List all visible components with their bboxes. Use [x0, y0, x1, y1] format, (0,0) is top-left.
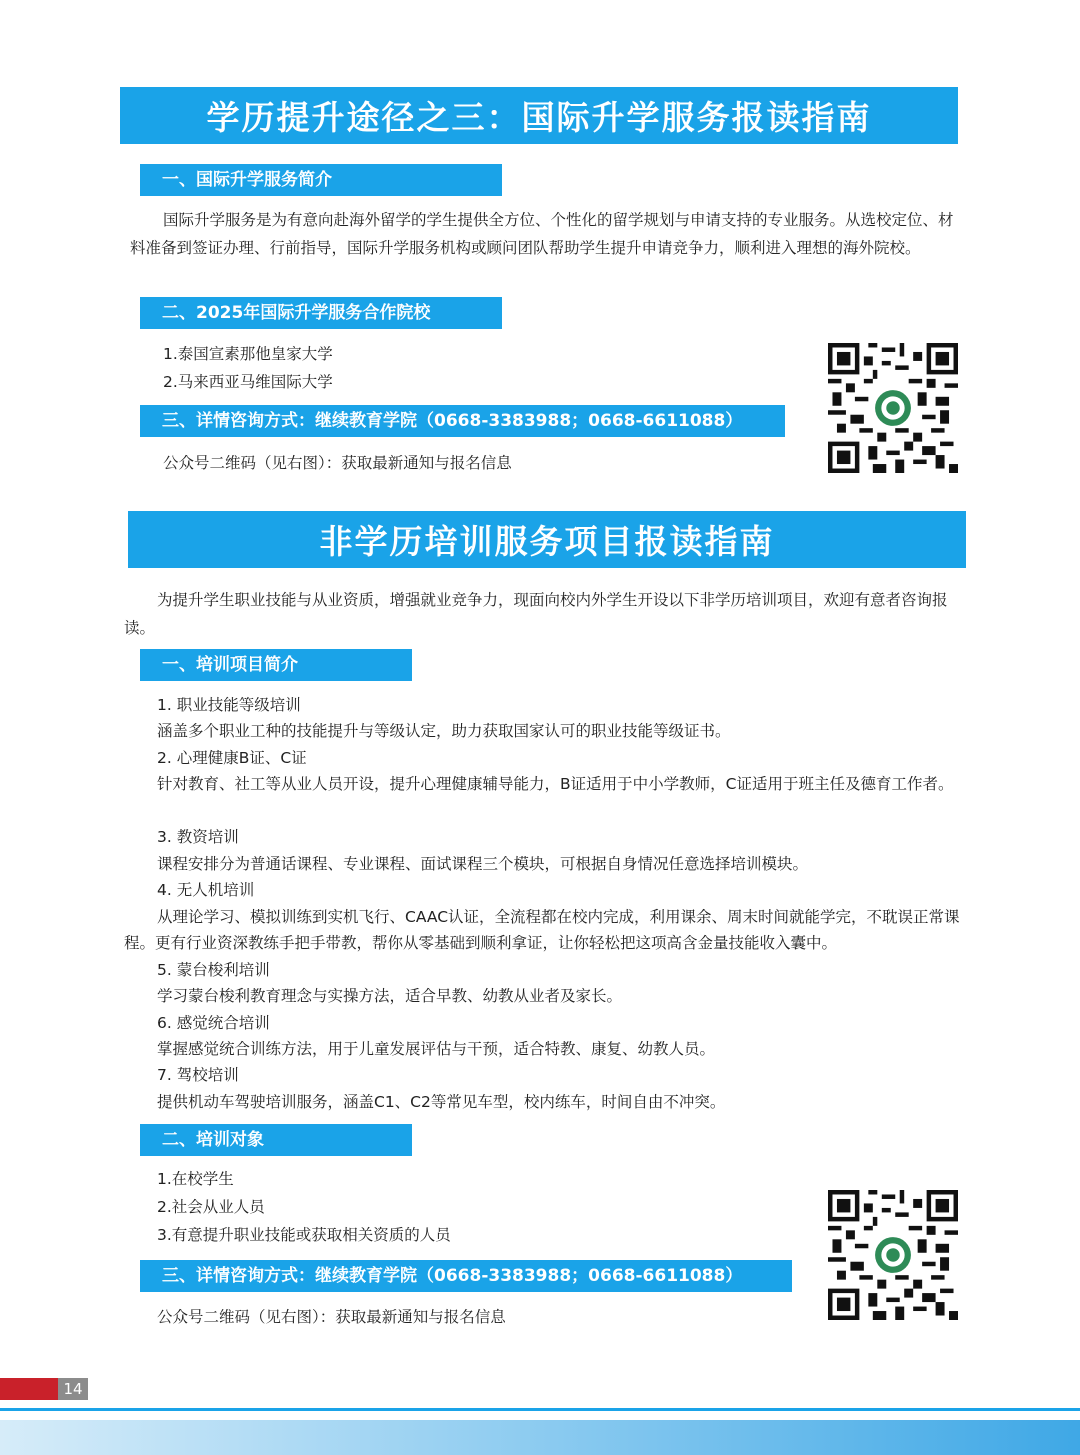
page-number: 14	[58, 1378, 88, 1400]
section2-contact-heading: 三、详情咨询方式：继续教育学院（0668-3383988；0668-6611088）	[140, 1260, 792, 1292]
project-title: 5. 蒙台梭利培训	[157, 961, 270, 979]
wechat-qr-code-icon	[828, 1190, 958, 1320]
audience-item: 1.在校学生	[157, 1170, 234, 1188]
footer-band	[0, 1420, 1080, 1455]
wechat-qr-code-icon	[828, 343, 958, 473]
audience-item: 3.有意提升职业技能或获取相关资质的人员	[157, 1226, 451, 1244]
project-title: 4. 无人机培训	[157, 881, 255, 899]
section2-intro-text: 为提升学生职业技能与从业资质，增强就业竞争力，现面向校内外学生开设以下非学历培训项目，欢迎有意者咨询报读。	[124, 591, 948, 637]
partner-item: 2.马来西亚马维国际大学	[163, 373, 333, 391]
section2-projects-heading: 一、培训项目简介	[140, 649, 412, 681]
project-title: 3. 教资培训	[157, 828, 239, 846]
section2-qr-note: 公众号二维码（见右图）：获取最新通知与报名信息	[157, 1308, 506, 1326]
project-desc: 学习蒙台梭利教育理念与实操方法，适合早教、幼教从业者及家长。	[157, 987, 623, 1005]
section1-contact-heading: 三、详情咨询方式：继续教育学院（0668-3383988；0668-6611088）	[140, 405, 785, 437]
project-desc: 针对教育、社工等从业人员开设，提升心理健康辅导能力，B证适用于中小学教师，C证适用于班主任及德育工作者。	[157, 775, 954, 793]
project-desc: 课程安排分为普通话课程、专业课程、面试课程三个模块，可根据自身情况任意选择培训模块。	[157, 855, 809, 873]
project-desc: 掌握感觉统合训练方法，用于儿童发展评估与干预，适合特教、康复、幼教人员。	[157, 1040, 716, 1058]
project-title: 6. 感觉统合培训	[157, 1014, 270, 1032]
project-desc: 提供机动车驾驶培训服务，涵盖C1、C2等常见车型，校内练车，时间自由不冲突。	[157, 1093, 726, 1111]
project-title: 7. 驾校培训	[157, 1066, 239, 1084]
section1-intro-heading: 一、国际升学服务简介	[140, 164, 502, 196]
section2-banner: 非学历培训服务项目报读指南	[128, 511, 966, 568]
section2-audience-heading: 二、培训对象	[140, 1124, 412, 1156]
project-title: 2. 心理健康B证、C证	[157, 749, 307, 767]
footer-red-bar	[0, 1378, 58, 1400]
audience-item: 2.社会从业人员	[157, 1198, 265, 1216]
project-desc: 从理论学习、模拟训练到实机飞行、CAAC认证，全流程都在校内完成，利用课余、周末时间就能学完，不耽误正常课程。更有行业资深教练手把手带教，帮你从零基础到顺利拿证，让你轻松把这项高含金量技能收入囊中。	[124, 908, 960, 952]
section1-partners-heading: 二、2025年国际升学服务合作院校	[140, 297, 502, 329]
section1-intro-text: 国际升学服务是为有意向赴海外留学的学生提供全方位、个性化的留学规划与申请支持的专业服务。从选校定位、材料准备到签证办理、行前指导，国际升学服务机构或顾问团队帮助学生提升申请竞争力，顺利进入理想的海外院校。	[130, 211, 954, 257]
partner-item: 1.泰国宣素那他皇家大学	[163, 345, 333, 363]
project-title: 1. 职业技能等级培训	[157, 696, 301, 714]
project-desc: 涵盖多个职业工种的技能提升与等级认定，助力获取国家认可的职业技能等级证书。	[157, 722, 731, 740]
section1-banner: 学历提升途径之三：国际升学服务报读指南	[120, 87, 958, 144]
footer-divider	[0, 1408, 1080, 1411]
section1-qr-note: 公众号二维码（见右图）：获取最新通知与报名信息	[163, 454, 512, 472]
